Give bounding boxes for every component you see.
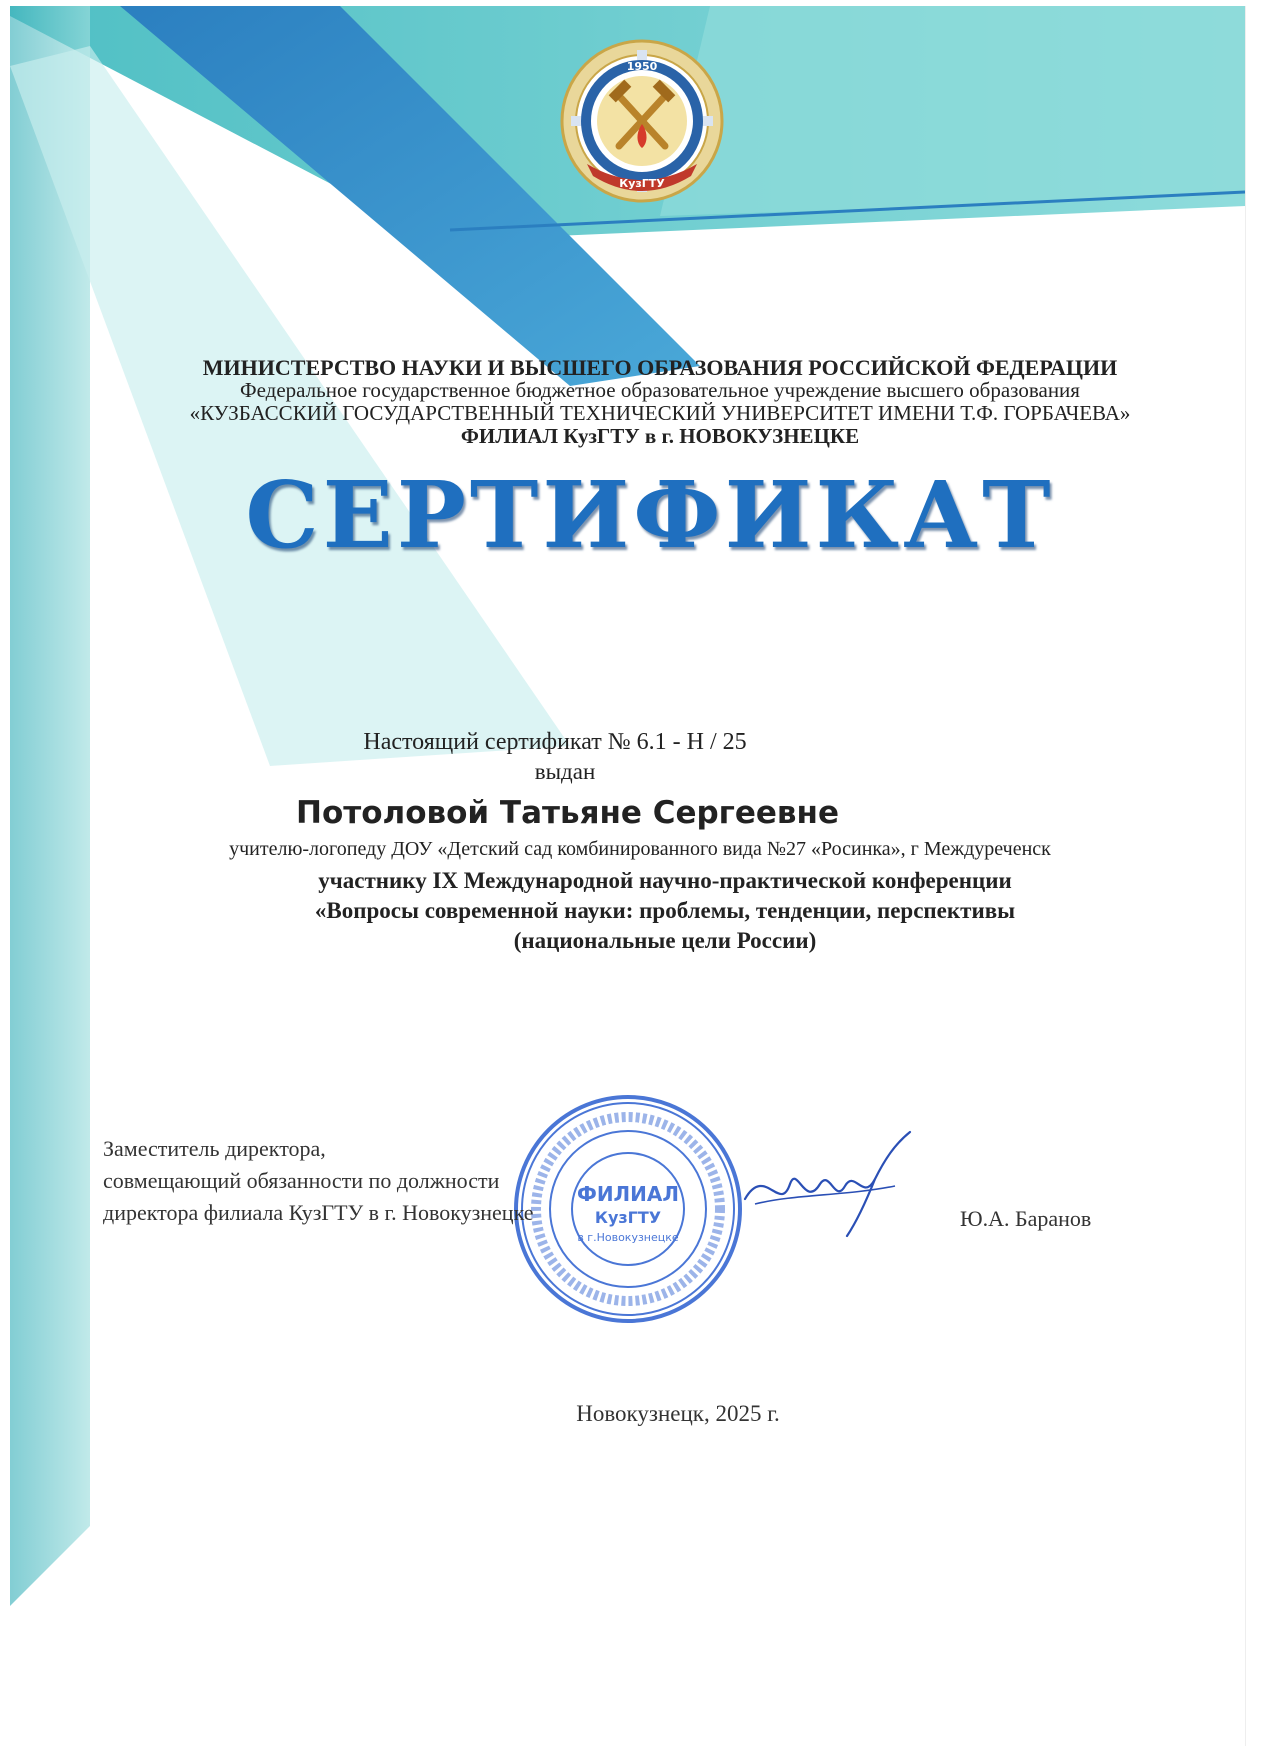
stamp-center-line-3: в г.Новокузнецке (577, 1231, 679, 1244)
institution-type: Федеральное государственное бюджетное образовательное учреждение высшего образования (240, 378, 1080, 402)
certificate-body (90, 726, 1200, 956)
certificate-number: Настоящий сертификат № 6.1 - Н / 25 (363, 729, 747, 755)
certificate-title: СЕРТИФИКАТ (245, 461, 1055, 569)
issued-label: выдан (534, 759, 596, 784)
signatory-title-line-1: Заместитель директора, (103, 1136, 326, 1161)
university-name: «КУЗБАССКИЙ ГОСУДАРСТВЕННЫЙ ТЕХНИЧЕСКИЙ УНИВЕРСИТЕТ ИМЕНИ Т.Ф. ГОРБАЧЕВА» (189, 401, 1131, 425)
recipient-position: учителю-логопеду ДОУ «Детский сад комбинированного вида №27 «Росинка», г Междуреченск (229, 838, 1051, 860)
place-and-year: Новокузнецк, 2025 г. (576, 1401, 780, 1426)
participation-line-1: участнику IX Международной научно-практической конференции (318, 868, 1012, 893)
issuer-header (160, 356, 1160, 448)
official-stamp-icon (508, 1089, 748, 1329)
signatory-title-line-2: совмещающий обязанности по должности (103, 1168, 500, 1193)
signatory-name: Ю.А. Баранов (960, 1206, 1092, 1231)
logo-year: 1950 (626, 60, 658, 73)
participation-line-3: (национальные цели России) (513, 928, 817, 953)
ministry-name: МИНИСТЕРСТВО НАУКИ И ВЫСШЕГО ОБРАЗОВАНИЯ РОССИЙСКОЙ ФЕДЕРАЦИИ (202, 355, 1118, 380)
kuzgtu-emblem-icon (557, 36, 727, 206)
certificate-sheet (10, 6, 1246, 1746)
signatory-title (103, 1133, 533, 1229)
logo-name: КузГТУ (619, 177, 665, 190)
participation-line-2: «Вопросы современной науки: проблемы, тенденции, перспективы (314, 898, 1016, 923)
signatory-title-line-3: директора филиала КузГТУ в г. Новокузнецке (103, 1200, 534, 1225)
stamp-center-line-2: КузГТУ (594, 1208, 662, 1227)
handwritten-signature-icon (735, 1124, 925, 1254)
stamp-center-line-1: ФИЛИАЛ (576, 1182, 680, 1206)
top-right-shape (660, 6, 1245, 216)
branch-name: ФИЛИАЛ КузГТУ в г. НОВОКУЗНЕЦКЕ (460, 424, 860, 448)
recipient-name: Потоловой Татьяне Сергеевне (296, 795, 839, 831)
